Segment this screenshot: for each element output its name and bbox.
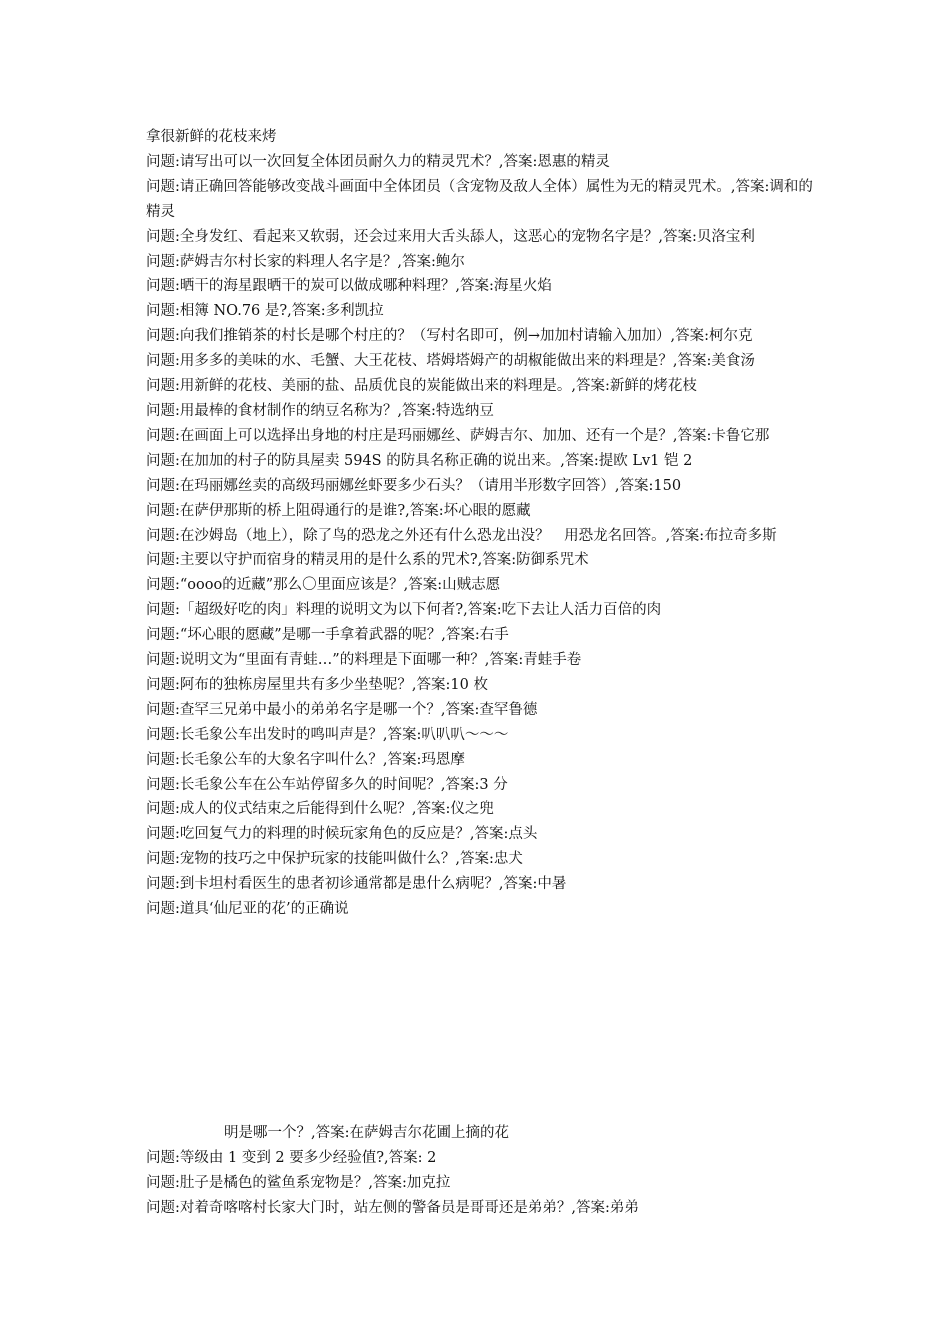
qa-line: 问题:在加加的村子的防具屋卖 594S 的防具名称正确的说出来。,答案:提欧 Lv1 铠 2 <box>146 452 693 469</box>
qa-line: 问题:在画面上可以选择出身地的村庄是玛丽娜丝、萨姆吉尔、加加、还有一个是？,答案:卡鲁它那 <box>146 427 770 444</box>
qa-line: 问题:成人的仪式结束之后能得到什么呢？,答案:仪之兜 <box>146 801 494 818</box>
qa-line: 问题:用多多的美味的水、毛蟹、大王花枝、塔姆塔姆产的胡椒能做出来的料理是？,答案:美食汤 <box>146 353 755 370</box>
qa-line: 问题:用新鲜的花枝、美丽的盐、品质优良的炭能做出来的料理是。,答案:新鲜的烤花枝 <box>146 378 697 395</box>
qa-line: 问题:等级由 1 变到 2 要多少经验值?,答案: 2 <box>146 1149 437 1166</box>
qa-line: 问题:“oooo的近藏”那么〇里面应该是？,答案:山贼志愿 <box>146 577 501 594</box>
qa-line: 问题:萨姆吉尔村长家的料理人名字是？,答案:鲍尔 <box>146 253 465 270</box>
qa-line: 问题:请正确回答能够改变战斗画面中全体团员（含宠物及敌人全体）属性为无的精灵咒术。,答案:调和的精灵 <box>146 178 813 220</box>
qa-line: 问题:在沙姆岛（地上），除了鸟的恐龙之外还有什么恐龙出没？ 用恐龙名回答。,答案:布拉奇多斯 <box>146 527 777 544</box>
qa-line: 问题:查罕三兄弟中最小的弟弟名字是哪一个？,答案:查罕鲁德 <box>146 701 538 718</box>
qa-line: 问题:全身发红、看起来又软弱，还会过来用大舌头舔人，这恶心的宠物名字是？,答案:贝洛宝利 <box>146 228 755 245</box>
qa-line: 问题:长毛象公车在公车站停留多久的时间呢？,答案:3 分 <box>146 776 508 793</box>
qa-line: 问题:吃回复气力的料理的时候玩家角色的反应是？,答案:点头 <box>146 826 538 843</box>
qa-line: 问题:到卡坦村看医生的患者初诊通常都是患什么病呢？,答案:中暑 <box>146 876 567 893</box>
qa-line: 问题:对着奇喀喀村长家大门时，站左侧的警备员是哥哥还是弟弟？,答案:弟弟 <box>146 1199 639 1216</box>
qa-line: 问题:用最棒的食材制作的纳豆名称为？,答案:特选纳豆 <box>146 402 494 419</box>
qa-line: 问题:长毛象公车出发时的鸣叫声是？,答案:叭叭叭～～～ <box>146 726 509 743</box>
qa-line: 问题:在玛丽娜丝卖的高级玛丽娜丝虾要多少石头？（请用半形数字回答）,答案:150 <box>146 477 682 494</box>
qa-text-block-lower <box>146 1121 814 1221</box>
qa-line: 问题:宠物的技巧之中保护玩家的技能叫做什么？,答案:忠犬 <box>146 851 523 868</box>
qa-line: 问题:相簿 NO.76 是?,答案:多利凯拉 <box>146 303 384 320</box>
qa-text-block-upper <box>146 125 814 922</box>
qa-line-continued: 明是哪一个？,答案:在萨姆吉尔花圃上摘的花 <box>224 1125 509 1141</box>
qa-line: 问题:“坏心眼的愿藏”是哪一手拿着武器的呢？,答案:右手 <box>146 627 509 644</box>
qa-line: 问题:向我们推销茶的村长是哪个村庄的？（写村名即可，例→加加村请输入加加）,答案:柯尔克 <box>146 328 753 345</box>
qa-line: 问题:阿布的独栋房屋里共有多少坐垫呢？,答案:10 枚 <box>146 676 488 693</box>
qa-line: 问题:主要以守护而宿身的精灵用的是什么系的咒术?,答案:防御系咒术 <box>146 552 589 569</box>
qa-line: 问题:道具‘仙尼亚的花’的正确说 <box>146 901 349 918</box>
qa-line: 问题:说明文为“里面有青蛙…”的料理是下面哪一种？,答案:青蛙手卷 <box>146 652 582 669</box>
text-line: 拿很新鲜的花枝来烤 <box>146 129 277 145</box>
qa-line: 问题:在萨伊那斯的桥上阻碍通行的是谁?,答案:坏心眼的愿藏 <box>146 502 531 519</box>
qa-line: 问题:晒干的海星跟晒干的炭可以做成哪种料理？,答案:海星火焰 <box>146 278 552 295</box>
qa-line: 问题:长毛象公车的大象名字叫什么？,答案:玛恩摩 <box>146 751 465 768</box>
qa-line: 问题:肚子是橘色的鲨鱼系宠物是？,答案:加克拉 <box>146 1174 451 1191</box>
qa-line: 问题:「超级好吃的肉」料理的说明文为以下何者?,答案:吃下去让人活力百倍的肉 <box>146 602 662 619</box>
qa-line: 问题:请写出可以一次回复全体团员耐久力的精灵咒术？,答案:恩惠的精灵 <box>146 153 610 170</box>
